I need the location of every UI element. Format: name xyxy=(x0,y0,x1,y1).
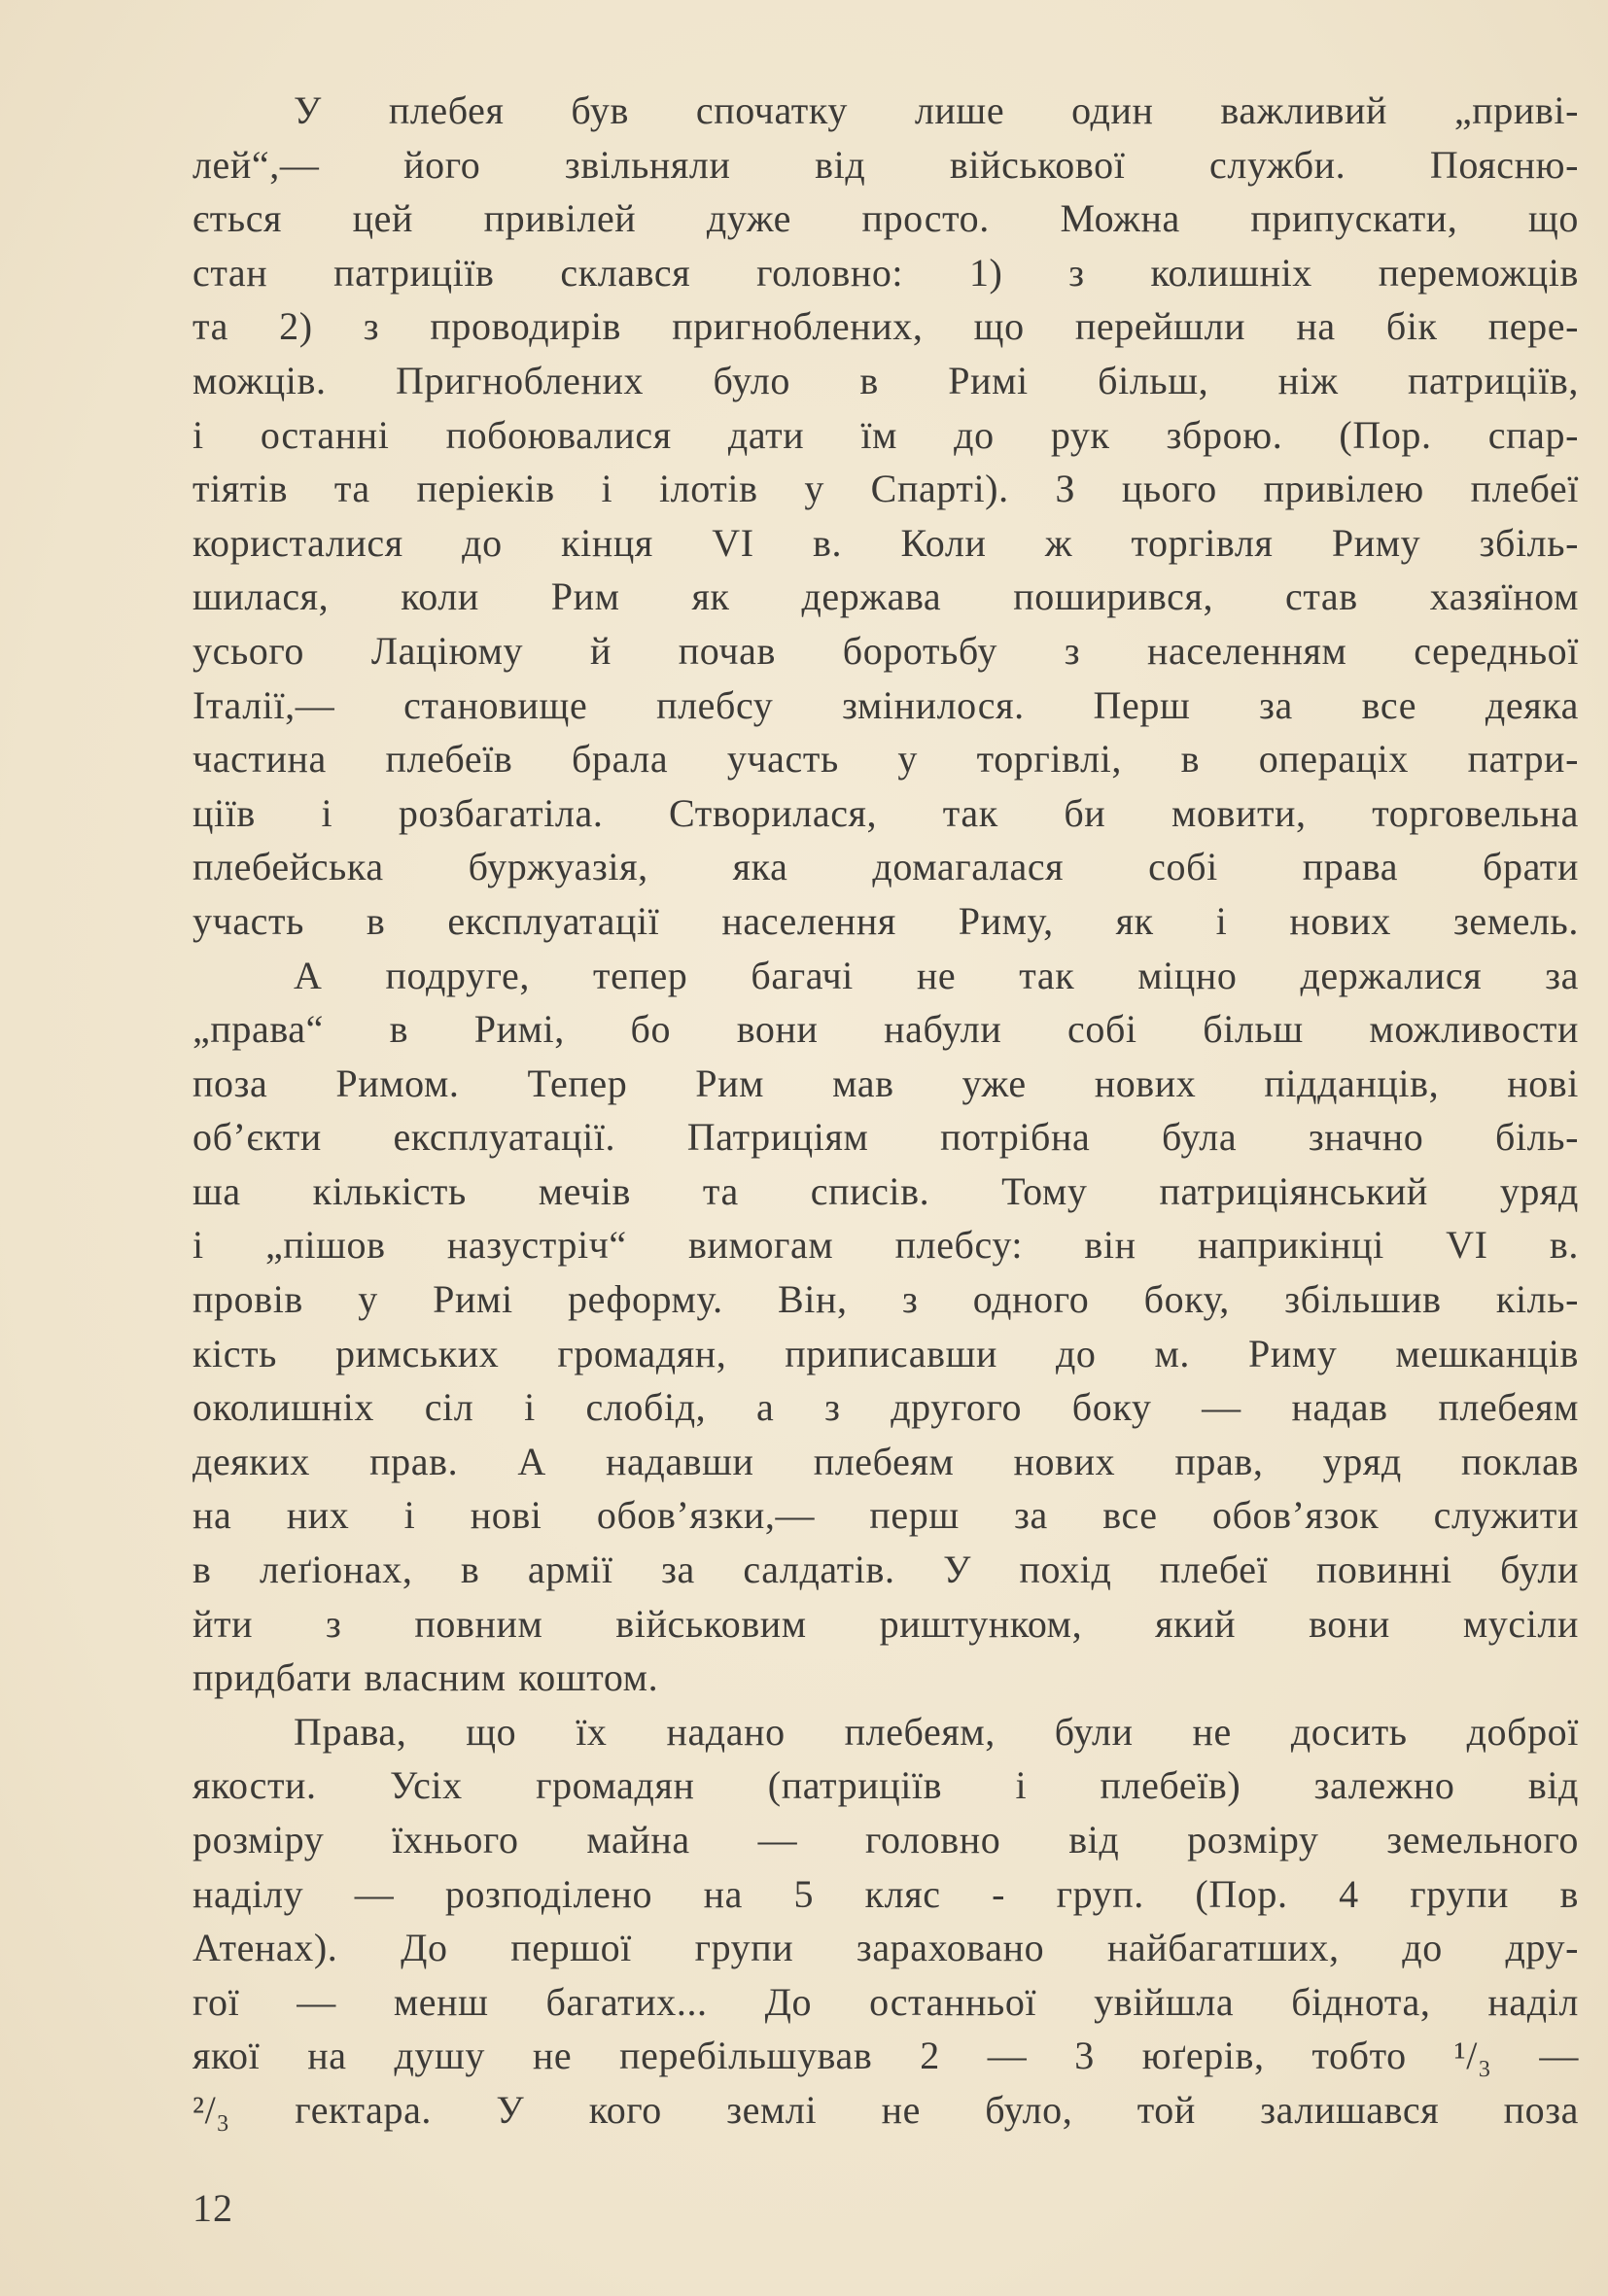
text-line: якої на душу не перебільшував 2 — 3 юґерів, тобто ¹/₃ — xyxy=(192,2034,1579,2078)
text-line: придбати власним коштом. xyxy=(192,1655,659,1700)
text-line: в леґіонах, в армії за салдатів. У похід плебеї повинні були xyxy=(192,1548,1579,1592)
text-line: користалися до кінця VI в. Коли ж торгівля Риму збіль- xyxy=(192,520,1579,565)
text-line: і останні побоювалися дати їм до рук зброю. (Пор. спар- xyxy=(192,412,1579,457)
paragraph-1 xyxy=(192,84,1579,949)
text-line: розміру їхнього майна — головно від розміру земельного xyxy=(192,1818,1579,1861)
text-line: та 2) з проводирів пригноблених, що перейшли на бік пере- xyxy=(192,304,1579,349)
text-line: частина плебеїв брала участь у торгівлі, в операціх патри- xyxy=(192,737,1579,782)
text-line: шилася, коли Рим як держава поширився, став хазяїном xyxy=(192,574,1579,619)
text-line: стан патриціїв склався головно: 1) з колишніх переможців xyxy=(192,250,1579,295)
text-line: якости. Усіх громадян (патриціїв і плебеїв) залежно від xyxy=(192,1763,1579,1808)
body-text xyxy=(192,84,1579,2138)
text-line: участь в експлуатації населення Риму, як і нових земель. xyxy=(192,898,1579,943)
text-line: на них і нові обов’язки,— перш за все обов’язок служити xyxy=(192,1493,1579,1538)
text-line: усього Лаціюму й почав боротьбу з населенням середньої xyxy=(192,628,1579,673)
text-line: йти з повним військовим риштунком, який вони мусіли xyxy=(192,1601,1579,1646)
text-line: ється цей привілей дуже просто. Можна припускати, що xyxy=(192,196,1579,241)
text-line: об’єкти експлуатації. Патриціям потрібна була значно біль- xyxy=(192,1115,1579,1160)
text-line: лей“,— його звільняли від військової служби. Поясню- xyxy=(192,142,1579,187)
text-line: провів у Римі реформу. Він, з одного боку, збільшив кіль- xyxy=(192,1277,1579,1322)
text-line: Італії,— становище плебсу змінилося. Перш за все деяка xyxy=(192,682,1579,727)
text-line: і „пішов назустріч“ вимогам плебсу: він наприкінці VI в. xyxy=(192,1223,1579,1268)
text-line: наділу — розподілено на 5 кляс - груп. (Пор. 4 групи в xyxy=(192,1871,1579,1916)
page-number: 12 xyxy=(192,2186,233,2230)
paragraph-2 xyxy=(192,949,1579,1705)
text-line: плебейська буржуазія, яка домагалася собі права брати xyxy=(192,845,1579,889)
text-line: гої — менш багатих... До останньої увійшла біднота, наділ xyxy=(192,1979,1579,2024)
text-line: ціїв і розбагатіла. Створилася, так би мовити, торговельна xyxy=(192,790,1579,835)
paragraph-3 xyxy=(192,1705,1579,2138)
text-line: кість римських громадян, приписавши до м. Риму мешканців xyxy=(192,1331,1579,1375)
text-line: У плебея був спочатку лише один важливий „приві- xyxy=(294,88,1579,132)
text-line: А подруге, тепер багачі не так міцно держалися за xyxy=(294,953,1579,997)
text-line: ша кількість мечів та списів. Тому патриціянський уряд xyxy=(192,1168,1579,1213)
text-line: деяких прав. А надавши плебеям нових прав, уряд поклав xyxy=(192,1439,1579,1483)
text-line: ²/₃ гектара. У кого землі не було, той залишався поза xyxy=(192,2087,1579,2132)
text-line: можців. Пригноблених було в Римі більш, ніж патриціїв, xyxy=(192,358,1579,402)
text-line: околишніх сіл і слобід, а з другого боку — надав плебеям xyxy=(192,1385,1579,1430)
text-line: Права, що їх надано плебеям, були не досить доброї xyxy=(294,1709,1579,1754)
text-line: поза Римом. Тепер Рим мав уже нових підданців, нові xyxy=(192,1061,1579,1105)
text-line: тіятів та періеків і ілотів у Спарті). З цього привілею плебеї xyxy=(192,467,1579,511)
text-line: Атенах). До першої групи зараховано найбагатших, до дру- xyxy=(192,1926,1579,1970)
text-line: „права“ в Римі, бо вони набули собі більш можливости xyxy=(192,1007,1579,1052)
